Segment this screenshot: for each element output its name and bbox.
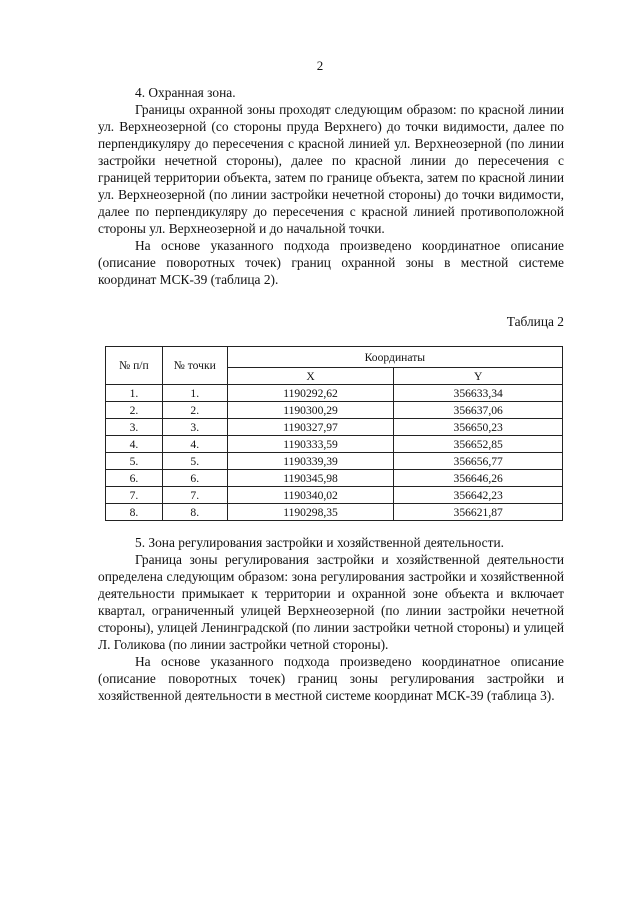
cell-x: 1190339,39: [227, 453, 394, 470]
cell-y: 356642,23: [394, 487, 563, 504]
cell-row-number: 8.: [106, 504, 163, 521]
section-5-title: 5. Зона регулирования застройки и хозяйственной деятельности.: [135, 535, 504, 550]
section-5-paragraph-1: Граница зоны регулирования застройки и хозяйственной деятельности определена следующим образом: зона регулирования застройки и хозяйственной деятельности примыкает к территории и охранной зоне объекта и включает квартал, ограниченный улицей Верхнеозерной (по линии застройки нечетной стороны), улицей Ленинградской (по линии застройки четной стороны) и улицей Л. Голикова (по линии застройки четной стороны).: [98, 552, 564, 652]
cell-x: 1190340,02: [227, 487, 394, 504]
cell-y: 356652,85: [394, 436, 563, 453]
cell-point-number: 7.: [162, 487, 227, 504]
cell-point-number: 2.: [162, 402, 227, 419]
cell-row-number: 3.: [106, 419, 163, 436]
cell-y: 356633,34: [394, 385, 563, 402]
cell-point-number: 8.: [162, 504, 227, 521]
section-4-title: 4. Охранная зона.: [135, 85, 236, 100]
table-row: [106, 436, 563, 453]
cell-y: 356656,77: [394, 453, 563, 470]
header-y: Y: [394, 368, 563, 385]
section-4: [98, 84, 564, 288]
cell-row-number: 7.: [106, 487, 163, 504]
table-row: [106, 504, 563, 521]
table-row: [106, 419, 563, 436]
cell-x: 1190333,59: [227, 436, 394, 453]
cell-y: 356621,87: [394, 504, 563, 521]
cell-x: 1190345,98: [227, 470, 394, 487]
cell-x: 1190292,62: [227, 385, 394, 402]
cell-point-number: 5.: [162, 453, 227, 470]
header-row-number: № п/п: [106, 347, 163, 385]
table-row: [106, 385, 563, 402]
section-4-paragraph-2: На основе указанного подхода произведено координатное описание (описание поворотных точек) границ охранной зоны в местной системе координат МСК-39 (таблица 2).: [98, 238, 564, 287]
coordinates-table: [105, 346, 563, 521]
coordinates-table-body: [106, 385, 563, 521]
cell-point-number: 3.: [162, 419, 227, 436]
cell-y: 356646,26: [394, 470, 563, 487]
section-4-paragraph-1: Границы охранной зоны проходят следующим образом: по красной линии ул. Верхнеозерной (со стороны пруда Верхнего) до точки видимости, далее по перпендикуляру до пересечения с красной линией ул. Верхнеозерной (по линии застройки нечетной стороны), далее по красной линии до пересечения с границей территории объекта, затем по границе объекта, затем по красной линии ул. Верхнеозерной (по линии застройки нечетной стороны) до точки видимости, далее по перпендикуляру до пересечения с красной линией противоположной стороны ул. Верхнеозерной и до начальной точки.: [98, 102, 564, 236]
cell-row-number: 5.: [106, 453, 163, 470]
cell-x: 1190300,29: [227, 402, 394, 419]
cell-row-number: 4.: [106, 436, 163, 453]
table-row: [106, 470, 563, 487]
header-coordinates: Координаты: [227, 347, 562, 368]
table-caption: Таблица 2: [506, 314, 564, 329]
header-x: X: [227, 368, 394, 385]
cell-row-number: 6.: [106, 470, 163, 487]
cell-x: 1190298,35: [227, 504, 394, 521]
section-5-paragraph-2: На основе указанного подхода произведено координатное описание (описание поворотных точек) границ зоны регулирования застройки и хозяйственной деятельности в местной системе координат МСК-39 (таблица 3).: [98, 654, 564, 703]
cell-y: 356637,06: [394, 402, 563, 419]
cell-point-number: 4.: [162, 436, 227, 453]
cell-row-number: 1.: [106, 385, 163, 402]
table-row: [106, 402, 563, 419]
table-row: [106, 453, 563, 470]
table-row: [106, 487, 563, 504]
header-point-number: № точки: [162, 347, 227, 385]
section-5: [98, 534, 564, 704]
cell-row-number: 2.: [106, 402, 163, 419]
cell-x: 1190327,97: [227, 419, 394, 436]
cell-point-number: 6.: [162, 470, 227, 487]
page-number: 2: [316, 58, 324, 73]
cell-y: 356650,23: [394, 419, 563, 436]
cell-point-number: 1.: [162, 385, 227, 402]
